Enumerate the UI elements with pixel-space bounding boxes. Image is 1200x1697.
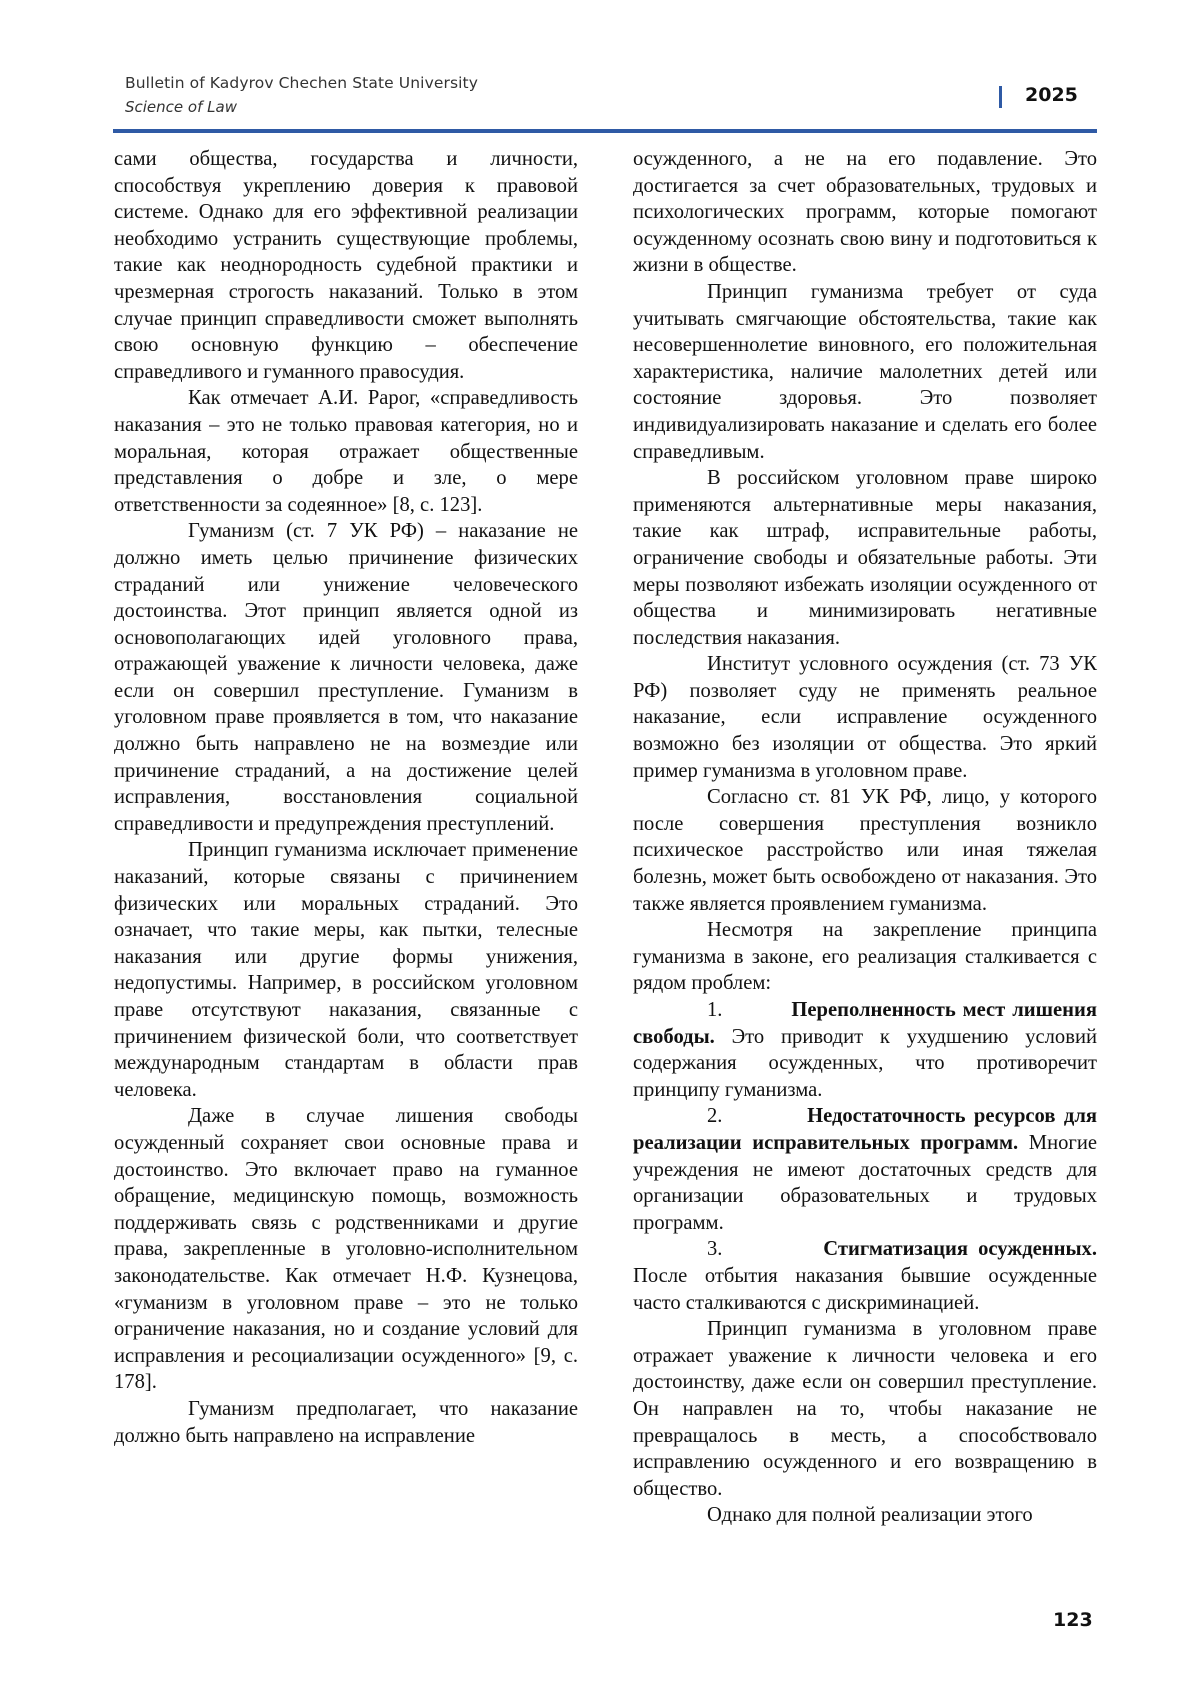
- paragraph: Однако для полной реализации этого: [707, 1504, 1033, 1527]
- paragraph: осужденного, а не на его подавление. Это достигается за счет образовательных, трудовых и психологических программ, которые помогают осужденному осознать свою вину и подготовиться к жизни в обществе.: [633, 148, 1097, 277]
- paragraph: Как отмечает А.И. Рарог, «справедливость наказания – это не только правовая категория, но и моральная, которая отражает общественные представления о добре и зле, о мере ответственности за содеянное» [8, с. 123].: [114, 387, 578, 516]
- list-item: [633, 997, 1097, 1103]
- paragraph: Даже в случае лишения свободы осужденный сохраняет свои основные права и достоинство. Это включает право на гуманное обращение, медицинскую помощь, возможность поддерживать связь с родственниками и другие права, закрепленные в уголовно-исполнительном законодательстве. Как отмечает Н.Ф. Кузнецова, «гуманизм в уголовном праве – это не только ограничение наказания, но и создание условий для исправления и ресоциализации осужденного» [9, с. 178].: [114, 1105, 578, 1394]
- page-number: 123: [1053, 1609, 1093, 1631]
- left-column: [114, 146, 578, 1449]
- header-rule: [113, 129, 1097, 133]
- paragraph: Принцип гуманизма исключает применение наказаний, которые связаны с причинением физических или моральных страданий. Это означает, что такие меры, как пытки, телесные наказания или другие формы унижения, недопустимы. Например, в российском уголовном праве отсутствуют наказания, связанные с причинением физической боли, что соответствует международным стандартам в области прав человека.: [114, 839, 578, 1101]
- list-item-text: После отбытия наказания бывшие осужденные часто сталкиваются с дискриминацией.: [633, 1264, 1097, 1314]
- publication-year: 2025: [1025, 84, 1078, 106]
- paragraph: В российском уголовном праве широко применяются альтернативные меры наказания, такие как штраф, исправительные работы, ограничение свободы и обязательные работы. Эти меры позволяют избежать изоляции осужденного от общества и минимизировать негативные последствия наказания.: [633, 467, 1097, 649]
- paragraph: Принцип гуманизма в уголовном праве отражает уважение к личности человека и его достоинству, даже если он совершил преступление. Он направлен на то, чтобы наказание не превращалось в месть, а способствовало исправлению осужденного и его возвращению в общество.: [633, 1318, 1097, 1500]
- list-item: [633, 1236, 1097, 1316]
- list-item-text: Многие учреждения не имеют достаточных средств для организации образовательных и трудовых программ.: [633, 1131, 1097, 1234]
- journal-name: Bulletin of Kadyrov Chechen State University: [125, 74, 478, 92]
- paragraph: Согласно ст. 81 УК РФ, лицо, у которого после совершения преступления возникло психическое расстройство или иная тяжелая болезнь, может быть освобождено от наказания. Это также является проявлением гуманизма.: [633, 786, 1097, 915]
- list-number: 3.: [707, 1238, 723, 1261]
- list-item: [633, 1103, 1097, 1236]
- paragraph: Принцип гуманизма требует от суда учитывать смягчающие обстоятельства, такие как несовершеннолетие виновного, его положительная характеристика, наличие малолетних детей или состояние здоровья. Это позволяет индивидуализировать наказание и сделать его более справедливым.: [633, 280, 1097, 463]
- list-number: 1.: [707, 999, 723, 1021]
- list-item-title: Переполненность мест лишения свободы.: [633, 999, 1098, 1048]
- paragraph: Гуманизм (ст. 7 УК РФ) – наказание не должно иметь целью причинение физических страданий или унижение человеческого достоинства. Этот принцип является одной из основополагающих идей уголовного права, отражающей уважение к личности человека, даже если он совершил преступление. Гуманизм в уголовном праве проявляется в том, что наказание должно быть направлено не на возмездие или причинение страданий, а на достижение целей исправления, восстановления социальной справедливости и предупреждения преступлений.: [114, 520, 578, 835]
- page-header: [125, 70, 1095, 125]
- journal-section: Science of Law: [125, 98, 237, 116]
- year-separator-bar: [999, 86, 1002, 108]
- list-item-title: Недостаточность ресурсов для реализации исправительных программ.: [633, 1105, 1098, 1154]
- paragraph: Несмотря на закрепление принципа гуманизма в законе, его реализация сталкивается с рядом проблем:: [633, 919, 1097, 995]
- paragraph: сами общества, государства и личности, способствуя укреплению доверия к правовой системе. Однако для его эффективной реализации необходимо устранить существующие проблемы, такие как неоднородность судебной практики и чрезмерная строгость наказаний. Только в этом случае принцип справедливости сможет выполнять свою основную функцию – обеспечение справедливого и гуманного правосудия.: [114, 148, 578, 383]
- right-column: [633, 146, 1097, 1529]
- list-item-text: Это приводит к ухудшению условий содержания осужденных, что противоречит принципу гуманизма.: [633, 1025, 1097, 1101]
- list-number: 2.: [707, 1105, 723, 1128]
- list-item-title: Стигматизация осужденных.: [823, 1238, 1098, 1261]
- paragraph: Институт условного осуждения (ст. 73 УК РФ) позволяет суду не применять реальное наказание, если исправление осужденного возможно без изоляции от общества. Это яркий пример гуманизма в уголовном праве.: [633, 653, 1097, 782]
- paragraph: Гуманизм предполагает, что наказание должно быть направлено на исправление: [114, 1397, 578, 1447]
